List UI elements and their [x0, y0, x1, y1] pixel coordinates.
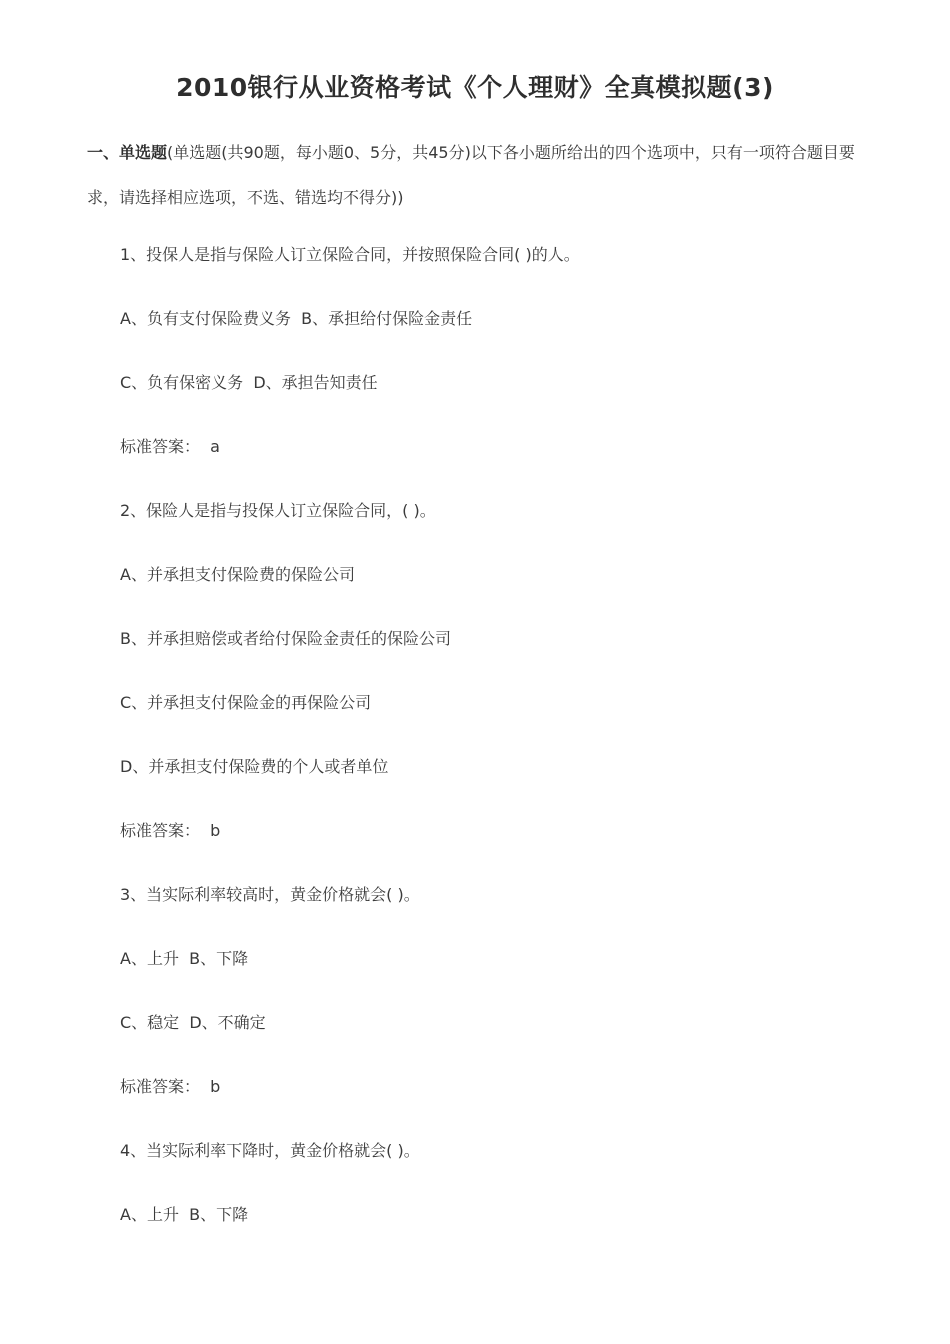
section-label: 一、单选题 — [87, 143, 168, 162]
question-2-option-b: B、并承担赔偿或者给付保险金责任的保险公司 — [120, 629, 451, 648]
question-4-text: 4、当实际利率下降时，黄金价格就会( )。 — [120, 1141, 420, 1160]
question-2-option-d: D、并承担支付保险费的个人或者单位 — [120, 757, 389, 776]
question-2-option-c: C、并承担支付保险金的再保险公司 — [120, 693, 372, 712]
section-intro — [87, 130, 877, 220]
question-2-option-a: A、并承担支付保险费的保险公司 — [120, 565, 355, 584]
section-description: (单选题(共90题，每小题0、5分，共45分)以下各小题所给出的四个选项中，只有一项符合题目要求，请选择相应选项，不选、错选均不得分)) — [87, 143, 855, 207]
question-3-text: 3、当实际利率较高时，黄金价格就会( )。 — [120, 885, 420, 904]
question-1-options-cd: C、负有保密义务 D、承担告知责任 — [120, 373, 378, 392]
question-2-answer: 标准答案： b — [120, 821, 221, 840]
question-1-answer: 标准答案： a — [120, 437, 220, 456]
question-1-text: 1、投保人是指与保险人订立保险合同，并按照保险合同( )的人。 — [120, 245, 580, 264]
question-2-text: 2、保险人是指与投保人订立保险合同，( )。 — [120, 501, 436, 520]
question-1-options-ab: A、负有支付保险费义务 B、承担给付保险金责任 — [120, 309, 473, 328]
question-3-answer: 标准答案： b — [120, 1077, 221, 1096]
question-4-options-ab: A、上升 B、下降 — [120, 1205, 249, 1224]
question-3-options-cd: C、稳定 D、不确定 — [120, 1013, 266, 1032]
question-3-options-ab: A、上升 B、下降 — [120, 949, 249, 968]
document-title: 2010银行从业资格考试《个人理财》全真模拟题(3) — [176, 73, 774, 102]
